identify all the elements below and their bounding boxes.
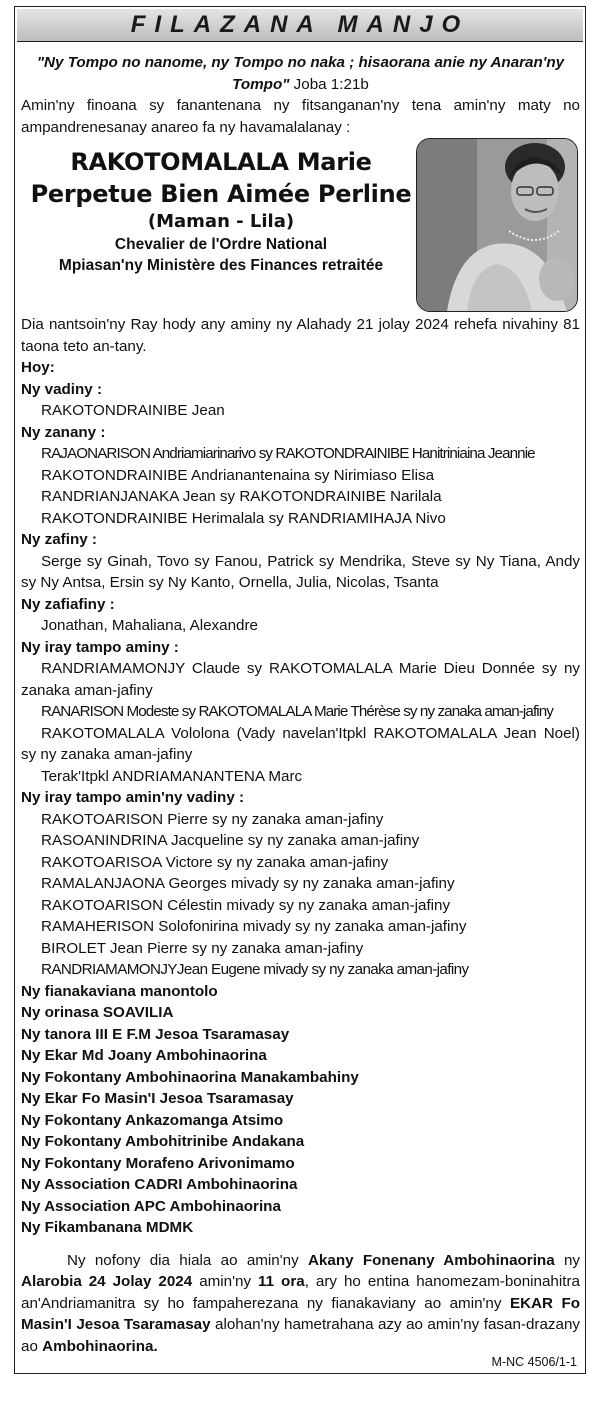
section-label-zafiafiny: Ny zafiafiny : [21,595,115,613]
deceased-photo [416,138,578,312]
organization-item: Ny Association CADRI Ambohinaorina [21,1176,298,1193]
deceased-nickname: (Maman - Lila) [147,211,295,232]
obituary-content [15,44,585,1357]
section-label-iray-tampo: Ny iray tampo aminy : [21,638,179,656]
list-item: RAKOTONDRAINIBE Herimalala sy RANDRIAMIHAJA Nivo [41,509,446,527]
list-item: Serge sy Ginah, Tovo sy Fanou, Patrick sy Mendrika, Steve sy Ny Tiana, Andy sy Ny Antsa, Ersin sy Ny Kanto, Ornella, Julia, Nicolas, Tsanta [21,552,580,591]
bible-verse [21,52,580,95]
funeral-text: Ny nofony dia hiala ao amin'ny [67,1251,308,1269]
list-item: Jonathan, Mahaliana, Alexandre [41,617,258,634]
organization-item: Ny Association APC Ambohinaorina [21,1197,281,1215]
organization-item: Ny tanora III E F.M Jesoa Tsaramasay [21,1025,290,1043]
header-banner [17,9,583,42]
hoy-label: Hoy: [21,359,55,376]
organization-item: Ny fianakaviana manontolo [21,982,218,1000]
list-item: RAKOTOMALALA Vololona (Vady navelan'Itpkl RAKOTOMALALA Jean Noel) sy ny zanaka aman-jafiny [21,724,580,763]
list-item: Terak'Itpkl ANDRIAMANANTENA Marc [41,767,303,785]
section-label-zafiny: Ny zafiny : [21,531,97,548]
section-label-vadiny: Ny vadiny : [21,380,103,398]
intro-text: Amin'ny finoana sy fanantenana ny fitsanganan'ny tena amin'ny maty no ampandrenesanay anareo fa ny havamalalanay : [21,97,580,136]
funeral-text: amin'ny [192,1273,259,1290]
organization-item: Ny Fokontany Morafeno Arivonimamo [21,1154,295,1172]
funeral-location: Akany Fonenany Ambohinaorina [307,1251,555,1269]
death-announcement: Dia nantsoin'ny Ray hody any aminy ny Alahady 21 jolay 2024 rehefa nivahiny 81 taona teto an-tany. [21,316,580,355]
list-item: RAJAONARISON Andriamiarinarivo sy RAKOTONDRAINIBE Hanitriniaina Jeannie [41,445,535,462]
deceased-name-line1: RAKOTOMALALA Marie [70,148,372,176]
list-item: RAKOTOARISOA Victore sy ny zanaka aman-jafiny [41,853,389,871]
list-item: RAKOTONDRAINIBE Andrianantenaina sy Nirimiaso Elisa [41,466,435,484]
funeral-details [21,1250,580,1358]
organization-item: Ny Fokontany Ambohitrinibe Andakana [21,1133,305,1150]
burial-place: Ambohinaorina. [42,1337,158,1355]
list-item: RANDRIAMAMONJYJean Eugene mivady sy ny zanaka aman-jafiny [41,961,469,978]
section-label-iray-tampo-vadiny: Ny iray tampo amin'ny vadiny : [21,789,245,806]
funeral-text: alohan'ny hametrahana azy ao amin'ny fasan-drazany ao [21,1316,580,1355]
organization-item: Ny Fikambanana MDMK [21,1219,194,1236]
funeral-time: 11 ora [258,1273,305,1290]
list-item: BIROLET Jean Pierre sy ny zanaka aman-jafiny [41,939,364,957]
list-item: RAKOTOARISON Célestin mivady sy ny zanaka aman-jafiny [41,896,451,914]
organization-item: Ny Fokontany Ankazomanga Atsimo [21,1111,284,1129]
verse-reference: Joba 1:21b [293,75,369,93]
deceased-name-line2: Perpetue Bien Aimée Perline [30,180,412,208]
deceased-names [21,146,421,276]
section-label-zanany: Ny zanany : [21,423,106,441]
church-name: EKAR Fo Masin'I Jesoa Tsaramasay [21,1294,580,1333]
list-item: RAMALANJAONA Georges mivady sy ny zanaka aman-jafiny [41,875,455,892]
funeral-text: ny [554,1251,580,1269]
funeral-text: , ary ho entina hanomezam-boninahitra an'Andriamanitra sy ho fampaherezana ny fianakaviany ao amin'ny [21,1273,580,1312]
portrait-image [417,139,577,311]
obituary-frame [14,6,586,1374]
list-item: RAKOTOARISON Pierre sy ny zanaka aman-jafiny [41,810,384,828]
organization-item: Ny Ekar Fo Masin'I Jesoa Tsaramasay [21,1090,294,1107]
list-item: RAKOTONDRAINIBE Jean [41,402,225,419]
deceased-title2: Mpiasan'ny Ministère des Finances retraitée [58,257,384,274]
list-item: RAMAHERISON Solofonirina mivady sy ny zanaka aman-jafiny [41,918,467,935]
verse-text: "Ny Tompo no nanome, ny Tompo no naka ; hisaorana anie ny Anaran'ny Tompo" [36,54,565,93]
reference-code: M-NC 4506/1-1 [491,1355,577,1369]
list-item: RANDRIANJANAKA Jean sy RAKOTONDRAINIBE Narilala [41,488,442,505]
list-item: RANDRIAMAMONJY Claude sy RAKOTOMALALA Marie Dieu Donnée sy ny zanaka aman-jafiny [21,660,580,699]
header-title: FILAZANA MANJO [130,11,470,38]
list-item: RASOANINDRINA Jacqueline sy ny zanaka aman-jafiny [41,832,420,849]
funeral-date: Alarobia 24 Jolay 2024 [21,1273,193,1290]
deceased-title1: Chevalier de l'Ordre National [114,236,328,253]
name-block [21,138,580,314]
organization-item: Ny Ekar Md Joany Ambohinaorina [21,1047,267,1064]
organization-item: Ny orinasa SOAVILIA [21,1004,174,1021]
list-item: RANARISON Modeste sy RAKOTOMALALA Marie Thérèse sy ny zanaka aman-jafiny [41,703,553,720]
organization-item: Ny Fokontany Ambohinaorina Manakambahiny [21,1068,359,1086]
